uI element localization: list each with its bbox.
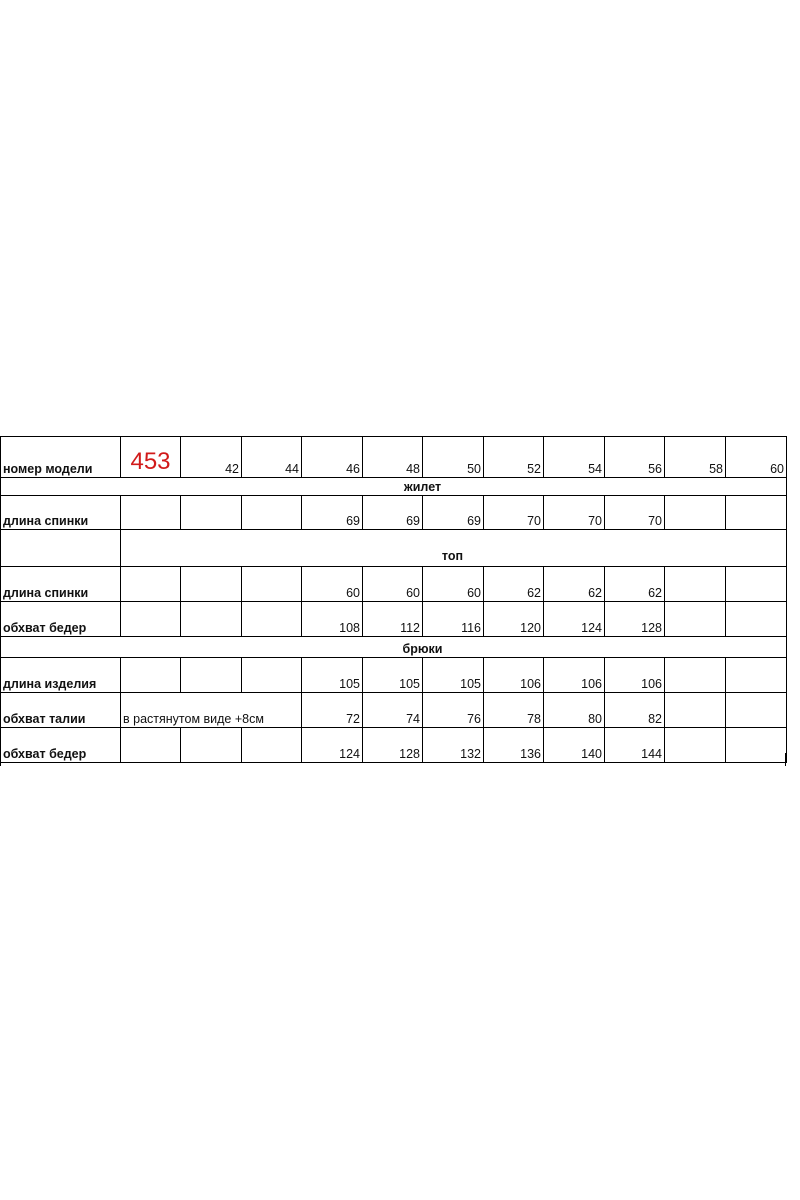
value-cell: 106 bbox=[544, 658, 605, 693]
value-cell bbox=[181, 567, 242, 602]
size-cell: 56 bbox=[605, 437, 665, 478]
value-cell bbox=[181, 602, 242, 637]
value-cell bbox=[665, 602, 726, 637]
table-row bbox=[1, 728, 787, 763]
value-cell bbox=[665, 496, 726, 530]
value-cell bbox=[121, 496, 181, 530]
value-cell: 60 bbox=[363, 567, 423, 602]
value-cell bbox=[242, 728, 302, 763]
value-cell: 80 bbox=[544, 693, 605, 728]
value-cell: 124 bbox=[302, 728, 363, 763]
value-cell bbox=[726, 693, 787, 728]
size-cell: 54 bbox=[544, 437, 605, 478]
size-chart-table bbox=[0, 436, 787, 763]
size-cell: 46 bbox=[302, 437, 363, 478]
model-number-label: номер модели bbox=[1, 437, 121, 478]
value-cell: 69 bbox=[302, 496, 363, 530]
value-cell: 128 bbox=[605, 602, 665, 637]
value-cell: 136 bbox=[484, 728, 544, 763]
section-row-trousers bbox=[1, 637, 787, 658]
value-cell bbox=[181, 496, 242, 530]
value-cell: 69 bbox=[423, 496, 484, 530]
row-label: обхват бедер bbox=[1, 602, 121, 637]
value-cell: 62 bbox=[605, 567, 665, 602]
value-cell bbox=[242, 602, 302, 637]
section-row-top bbox=[1, 530, 787, 567]
value-cell: 70 bbox=[484, 496, 544, 530]
value-cell bbox=[726, 496, 787, 530]
value-cell: 106 bbox=[484, 658, 544, 693]
table-edge-line bbox=[785, 753, 786, 766]
value-cell bbox=[665, 728, 726, 763]
table-row bbox=[1, 496, 787, 530]
value-cell: 120 bbox=[484, 602, 544, 637]
table-row bbox=[1, 658, 787, 693]
value-cell bbox=[665, 567, 726, 602]
size-cell: 44 bbox=[242, 437, 302, 478]
value-cell: 69 bbox=[363, 496, 423, 530]
size-cell: 52 bbox=[484, 437, 544, 478]
value-cell bbox=[242, 496, 302, 530]
value-cell bbox=[665, 693, 726, 728]
size-cell: 42 bbox=[181, 437, 242, 478]
section-title-trousers: брюки bbox=[1, 637, 787, 658]
value-cell bbox=[726, 567, 787, 602]
value-cell: 70 bbox=[544, 496, 605, 530]
value-cell: 140 bbox=[544, 728, 605, 763]
row-label: длина спинки bbox=[1, 496, 121, 530]
table-row bbox=[1, 693, 787, 728]
value-cell: 70 bbox=[605, 496, 665, 530]
value-cell: 108 bbox=[302, 602, 363, 637]
size-chart-sheet bbox=[0, 436, 800, 766]
value-cell: 62 bbox=[484, 567, 544, 602]
value-cell: 82 bbox=[605, 693, 665, 728]
row-label: обхват талии bbox=[1, 693, 121, 728]
stretch-note: в растянутом виде +8см bbox=[121, 693, 302, 728]
size-cell: 50 bbox=[423, 437, 484, 478]
value-cell: 60 bbox=[302, 567, 363, 602]
value-cell: 128 bbox=[363, 728, 423, 763]
size-cell: 58 bbox=[665, 437, 726, 478]
value-cell bbox=[121, 728, 181, 763]
value-cell bbox=[181, 728, 242, 763]
value-cell: 106 bbox=[605, 658, 665, 693]
section-title-vest: жилет bbox=[1, 478, 787, 496]
value-cell: 124 bbox=[544, 602, 605, 637]
value-cell bbox=[242, 658, 302, 693]
value-cell bbox=[726, 602, 787, 637]
value-cell: 112 bbox=[363, 602, 423, 637]
value-cell: 144 bbox=[605, 728, 665, 763]
model-number-value: 453 bbox=[121, 437, 181, 478]
row-label: длина изделия bbox=[1, 658, 121, 693]
value-cell: 60 bbox=[423, 567, 484, 602]
value-cell: 72 bbox=[302, 693, 363, 728]
value-cell: 105 bbox=[363, 658, 423, 693]
size-cell: 60 bbox=[726, 437, 787, 478]
section-row-vest bbox=[1, 478, 787, 496]
value-cell bbox=[121, 602, 181, 637]
value-cell: 74 bbox=[363, 693, 423, 728]
value-cell bbox=[121, 567, 181, 602]
value-cell: 116 bbox=[423, 602, 484, 637]
value-cell bbox=[726, 728, 787, 763]
table-edge-line bbox=[0, 753, 1, 766]
value-cell: 105 bbox=[423, 658, 484, 693]
value-cell: 78 bbox=[484, 693, 544, 728]
value-cell bbox=[242, 567, 302, 602]
value-cell bbox=[181, 658, 242, 693]
value-cell: 132 bbox=[423, 728, 484, 763]
empty-label-cell bbox=[1, 530, 121, 567]
table-row bbox=[1, 602, 787, 637]
value-cell: 105 bbox=[302, 658, 363, 693]
value-cell: 62 bbox=[544, 567, 605, 602]
value-cell: 76 bbox=[423, 693, 484, 728]
header-row bbox=[1, 437, 787, 478]
size-cell: 48 bbox=[363, 437, 423, 478]
table-row bbox=[1, 567, 787, 602]
row-label: обхват бедер bbox=[1, 728, 121, 763]
value-cell bbox=[726, 658, 787, 693]
value-cell bbox=[121, 658, 181, 693]
section-title-top: топ bbox=[121, 530, 787, 567]
value-cell bbox=[665, 658, 726, 693]
row-label: длина спинки bbox=[1, 567, 121, 602]
